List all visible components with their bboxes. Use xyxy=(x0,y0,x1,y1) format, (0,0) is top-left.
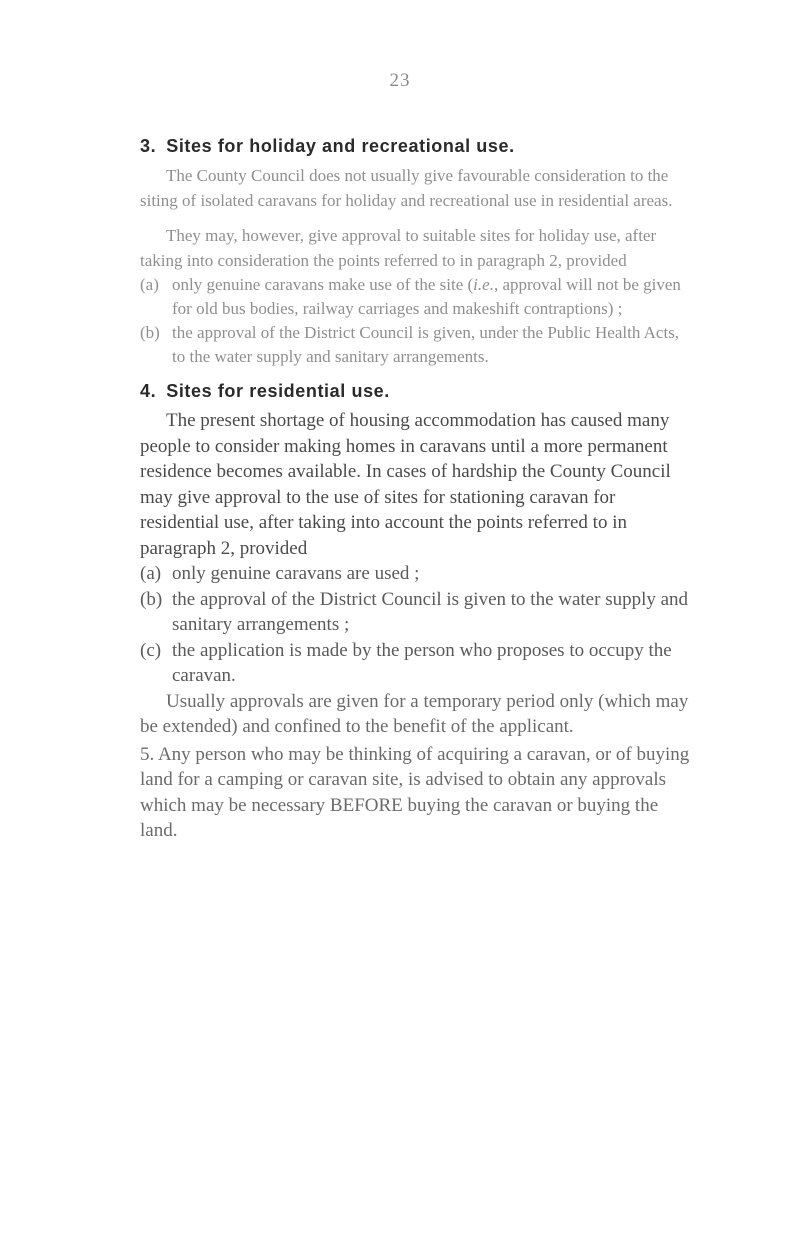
section-3-heading xyxy=(140,136,690,157)
section-3-list xyxy=(140,273,690,369)
page-content xyxy=(140,136,690,844)
list-item-text: only genuine caravans are used ; xyxy=(172,563,420,584)
list-item-label: (a) xyxy=(140,563,162,584)
section-4-number: 4. xyxy=(140,381,157,401)
list-item-label: (b) xyxy=(140,588,163,610)
section-4-paragraph-2: Usually approvals are given for a temporary period only (which may be extended) and confined to the benefit of the applicant. xyxy=(140,690,689,737)
section-4-paragraph-1: The present shortage of housing accommodation has caused many people to consider making homes in caravans until a more permanent residence becomes available. In cases of hardship the County Council may give approval to the use of sites for stationing caravan for residential use, after taking into account the points referred to in paragraph 2, provided xyxy=(140,410,671,559)
section-3-paragraph-1: The County Council does not usually give favourable consideration to the siting of isolated caravans for holiday and recreational use in residential areas. xyxy=(140,166,673,210)
list-item-text: the application is made by the person who proposes to occupy the caravan. xyxy=(172,639,672,686)
list-item xyxy=(140,273,690,321)
page-number: 23 xyxy=(389,70,411,91)
section-3-title: Sites for holiday and recreational use. xyxy=(166,136,515,156)
section-3-paragraph-2: They may, however, give approval to suitable sites for holiday use, after taking into consideration the points referred to in paragraph 2, provided xyxy=(140,226,657,270)
list-item xyxy=(140,638,690,689)
list-item-label: (b) xyxy=(140,323,160,342)
list-item xyxy=(140,321,690,369)
section-4-title: Sites for residential use. xyxy=(166,381,390,401)
list-item-label: (c) xyxy=(140,639,162,661)
list-item-label: (a) xyxy=(140,275,159,294)
list-item xyxy=(140,587,690,638)
list-item-text: only genuine caravans make use of the site (i.e., approval will not be given for old bus bodies, railway carriages and makeshift contraptions) ; xyxy=(172,275,681,318)
section-4-list xyxy=(140,561,690,689)
list-item xyxy=(140,561,690,587)
section-3-number: 3. xyxy=(140,136,157,156)
section-5-paragraph: 5. Any person who may be thinking of acquiring a caravan, or of buying land for a camping or caravan site, is advised to obtain any approvals which may be necessary BEFORE buying the caravan or buying the land. xyxy=(140,743,690,841)
list-item-text: the approval of the District Council is given to the water supply and sanitary arrangements ; xyxy=(172,588,689,635)
list-item-text: the approval of the District Council is given, under the Public Health Acts, to the water supply and sanitary arrangements. xyxy=(172,323,680,366)
section-4-heading xyxy=(140,381,690,402)
